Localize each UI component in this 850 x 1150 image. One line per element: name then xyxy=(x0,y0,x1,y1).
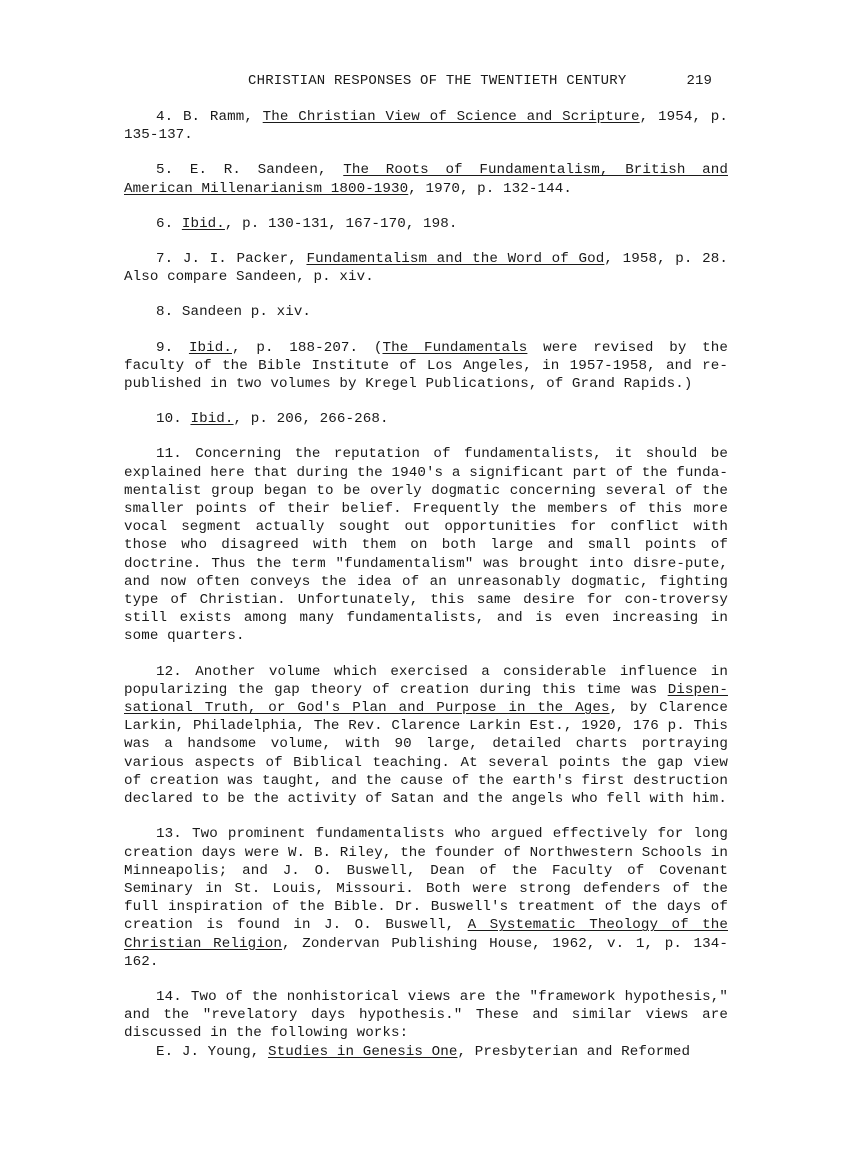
note-text: , 1954, p. 135-137. xyxy=(124,109,729,144)
cited-title: The Roots of Fundamentalism, British and American Millenarianism 1800-1930 xyxy=(124,162,728,197)
cited-title: Fundamentalism and the Word of God xyxy=(306,251,605,268)
note-continuation xyxy=(124,1043,728,1061)
note-text: 10. xyxy=(156,411,191,428)
note-11 xyxy=(124,445,728,645)
note-text: 5. E. R. Sandeen, xyxy=(156,162,344,179)
note-13 xyxy=(124,825,728,971)
cited-title: Ibid. xyxy=(190,411,234,428)
note-text: , 1970, p. 132-144. xyxy=(408,180,572,197)
page-number: 219 xyxy=(686,73,712,89)
note-text: 9. xyxy=(156,339,189,356)
note-text: 8. Sandeen p. xiv. xyxy=(156,304,312,321)
document-page xyxy=(124,72,728,1061)
note-text: 13. Two prominent fundamentalists who argued effectively for long creation days were W. B. Riley, the founder of Northwestern Schools in Minneapolis; and J. O. Buswell, Dean of the Faculty of Covenant Seminary in St. Louis, Missouri. Both were strong defenders of the full inspiration of the Bible. Dr. Buswell's treatment of the days of creation is found in J. O. Buswell, xyxy=(124,826,728,934)
cited-title: The Christian View of Science and Scripture xyxy=(262,109,640,125)
cited-title: A Systematic Theology of the Christian Religion xyxy=(124,917,728,952)
note-text: , 1958, p. 28. Also compare Sandeen, p. xiv. xyxy=(124,251,728,286)
cited-title: Dispen-sational Truth, or God's Plan and Purpose in the Ages xyxy=(124,681,728,717)
running-header xyxy=(124,72,728,94)
note-text: , Zondervan Publishing House, 1962, v. 1, p. 134-162. xyxy=(124,935,728,970)
note-7 xyxy=(124,250,728,286)
note-text: 12. Another volume which exercised a considerable influence in popularizing the gap theory of creation during this time was xyxy=(124,663,728,698)
note-text: were revised by the faculty of the Bible Institute of Los Angeles, in 1957-1958, and re-published in two volumes by Kregel Publications, of Grand Rapids.) xyxy=(124,339,729,393)
note-text: 6. xyxy=(156,215,182,232)
note-14 xyxy=(124,988,728,1061)
note-text: , by Clarence Larkin, Philadelphia, The Rev. Clarence Larkin Est., 1920, 176 p. This was a handsome volume, with 90 large, detailed charts portraying various aspects of Biblical teaching. At several points the gap view of creation was taught, and the cause of the earth's first destruction declared to be the activity of Satan and the angels who fell with him. xyxy=(124,700,728,808)
note-text: 14. Two of the nonhistorical views are the "framework hypothesis," and the "revelatory days hypothesis." These and similar views are discussed in the following works: xyxy=(124,988,728,1042)
note-text: , p. 130-131, 167-170, 198. xyxy=(224,215,458,232)
note-12 xyxy=(124,663,728,809)
note-6 xyxy=(124,215,728,233)
note-text: , Presbyterian and Reformed xyxy=(457,1043,691,1060)
footnotes-list xyxy=(124,108,728,1061)
cited-title: Studies in Genesis One xyxy=(267,1043,458,1060)
note-4 xyxy=(124,108,728,144)
note-text: , p. 188-207. ( xyxy=(232,339,383,356)
cited-title: Ibid. xyxy=(181,215,225,232)
note-5 xyxy=(124,161,728,197)
running-title: CHRISTIAN RESPONSES OF THE TWENTIETH CENTURY xyxy=(248,73,627,89)
note-text: 7. J. I. Packer, xyxy=(156,251,307,268)
cited-title: The Fundamentals xyxy=(382,339,528,356)
note-10 xyxy=(124,410,728,428)
note-text: 11. Concerning the reputation of fundamentalists, it should be explained here that during the 1940's a significant part of the funda-mentalist group began to be overly dogmatic concerning several of the smaller points of their belief. Frequently the members of this more vocal segment actually sought out opportunities for conflict with those who disagreed with them on both large and small points of doctrine. Thus the term "fundamentalism" was brought into disre-pute, and now often conveys the idea of an unreasonably dogmatic, fighting type of Christian. Unfortunately, this same desire for con-troversy still exists among many fundamentalists, and is even increasing in some quarters. xyxy=(124,446,728,645)
note-8 xyxy=(124,303,728,321)
note-text: , p. 206, 266-268. xyxy=(233,411,389,428)
note-text: 4. B. Ramm, xyxy=(156,109,263,125)
cited-title: Ibid. xyxy=(188,339,233,356)
note-text: E. J. Young, xyxy=(156,1043,268,1060)
note-9 xyxy=(124,339,728,394)
